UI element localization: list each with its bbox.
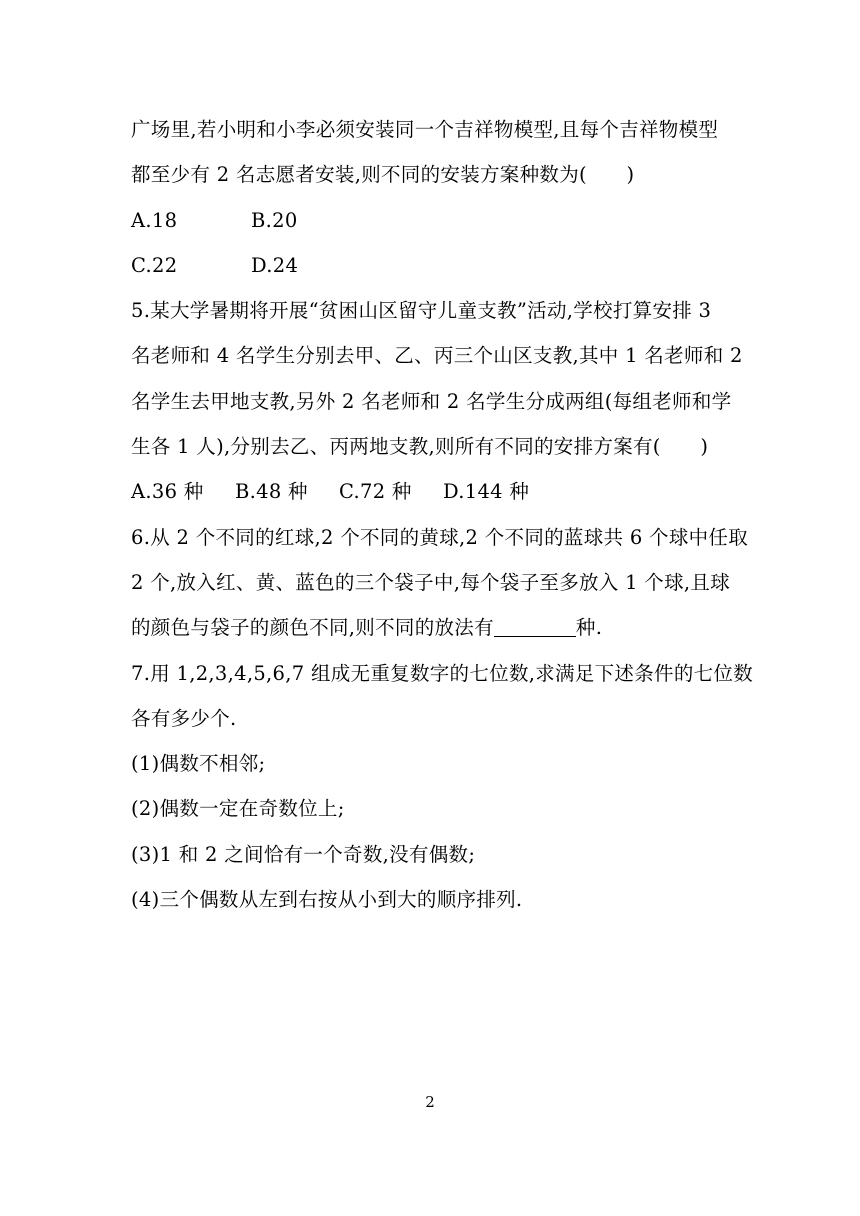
question-4-line-1: 广场里,若小明和小李必须安装同一个吉祥物模型,且每个吉祥物模型 <box>131 118 719 141</box>
document-body <box>131 107 754 922</box>
option-c: C.22 <box>131 253 178 277</box>
question-6-line-3-suffix: 种. <box>575 616 603 640</box>
answer-blank <box>494 616 576 637</box>
page-number: 2 <box>425 1093 435 1111</box>
question-7-part-1: (1)偶数不相邻; <box>131 752 266 776</box>
question-7-part-4: (4)三个偶数从左到右按从小到大的顺序排列. <box>131 888 523 912</box>
question-4-line-2: 都至少有 2 名志愿者安装,则不同的安装方案种数为( ) <box>131 163 635 187</box>
question-5-line-3: 名学生去甲地支教,另外 2 名老师和 2 名学生分成两组(每组老师和学 <box>131 389 732 413</box>
question-6-line-3-text: 的颜色与袋子的颜色不同,则不同的放法有 <box>131 616 494 640</box>
question-6-line-1: 6.从 2 个不同的红球,2 个不同的黄球,2 个不同的蓝球共 6 个球中任取 <box>131 525 749 549</box>
question-7-part-2: (2)偶数一定在奇数位上; <box>131 797 345 821</box>
question-5-line-4: 生各 1 人),分别去乙、丙两地支教,则所有不同的安排方案有( ) <box>131 435 709 459</box>
question-6-line-2: 2 个,放入红、黄、蓝色的三个袋子中,每个袋子至多放入 1 个球,且球 <box>131 570 731 594</box>
question-7-part-3: (3)1 和 2 之间恰有一个奇数,没有偶数; <box>131 842 476 866</box>
option-d: D.24 <box>251 253 299 277</box>
question-5-line-2: 名老师和 4 名学生分别去甲、乙、丙三个山区支教,其中 1 名老师和 2 <box>131 344 743 368</box>
question-6-line-3 <box>131 605 741 650</box>
option-d: D.144 种 <box>443 480 530 504</box>
question-7-line-2: 各有多少个. <box>131 706 237 730</box>
option-a: A.18 <box>131 208 178 232</box>
option-b: B.48 种 <box>235 480 308 504</box>
option-b: B.20 <box>251 208 298 232</box>
question-5-options <box>131 469 741 514</box>
question-5-line-1: 5.某大学暑期将开展“贫困山区留守儿童支教”活动,学校打算安排 3 <box>131 299 712 323</box>
question-4-options-row-1 <box>131 198 741 243</box>
question-7-line-1: 7.用 1,2,3,4,5,6,7 组成无重复数字的七位数,求满足下述条件的七位数 <box>131 661 754 685</box>
option-a: A.36 种 <box>131 480 204 504</box>
question-4-options-row-2 <box>131 243 741 288</box>
option-c: C.72 种 <box>339 480 412 504</box>
